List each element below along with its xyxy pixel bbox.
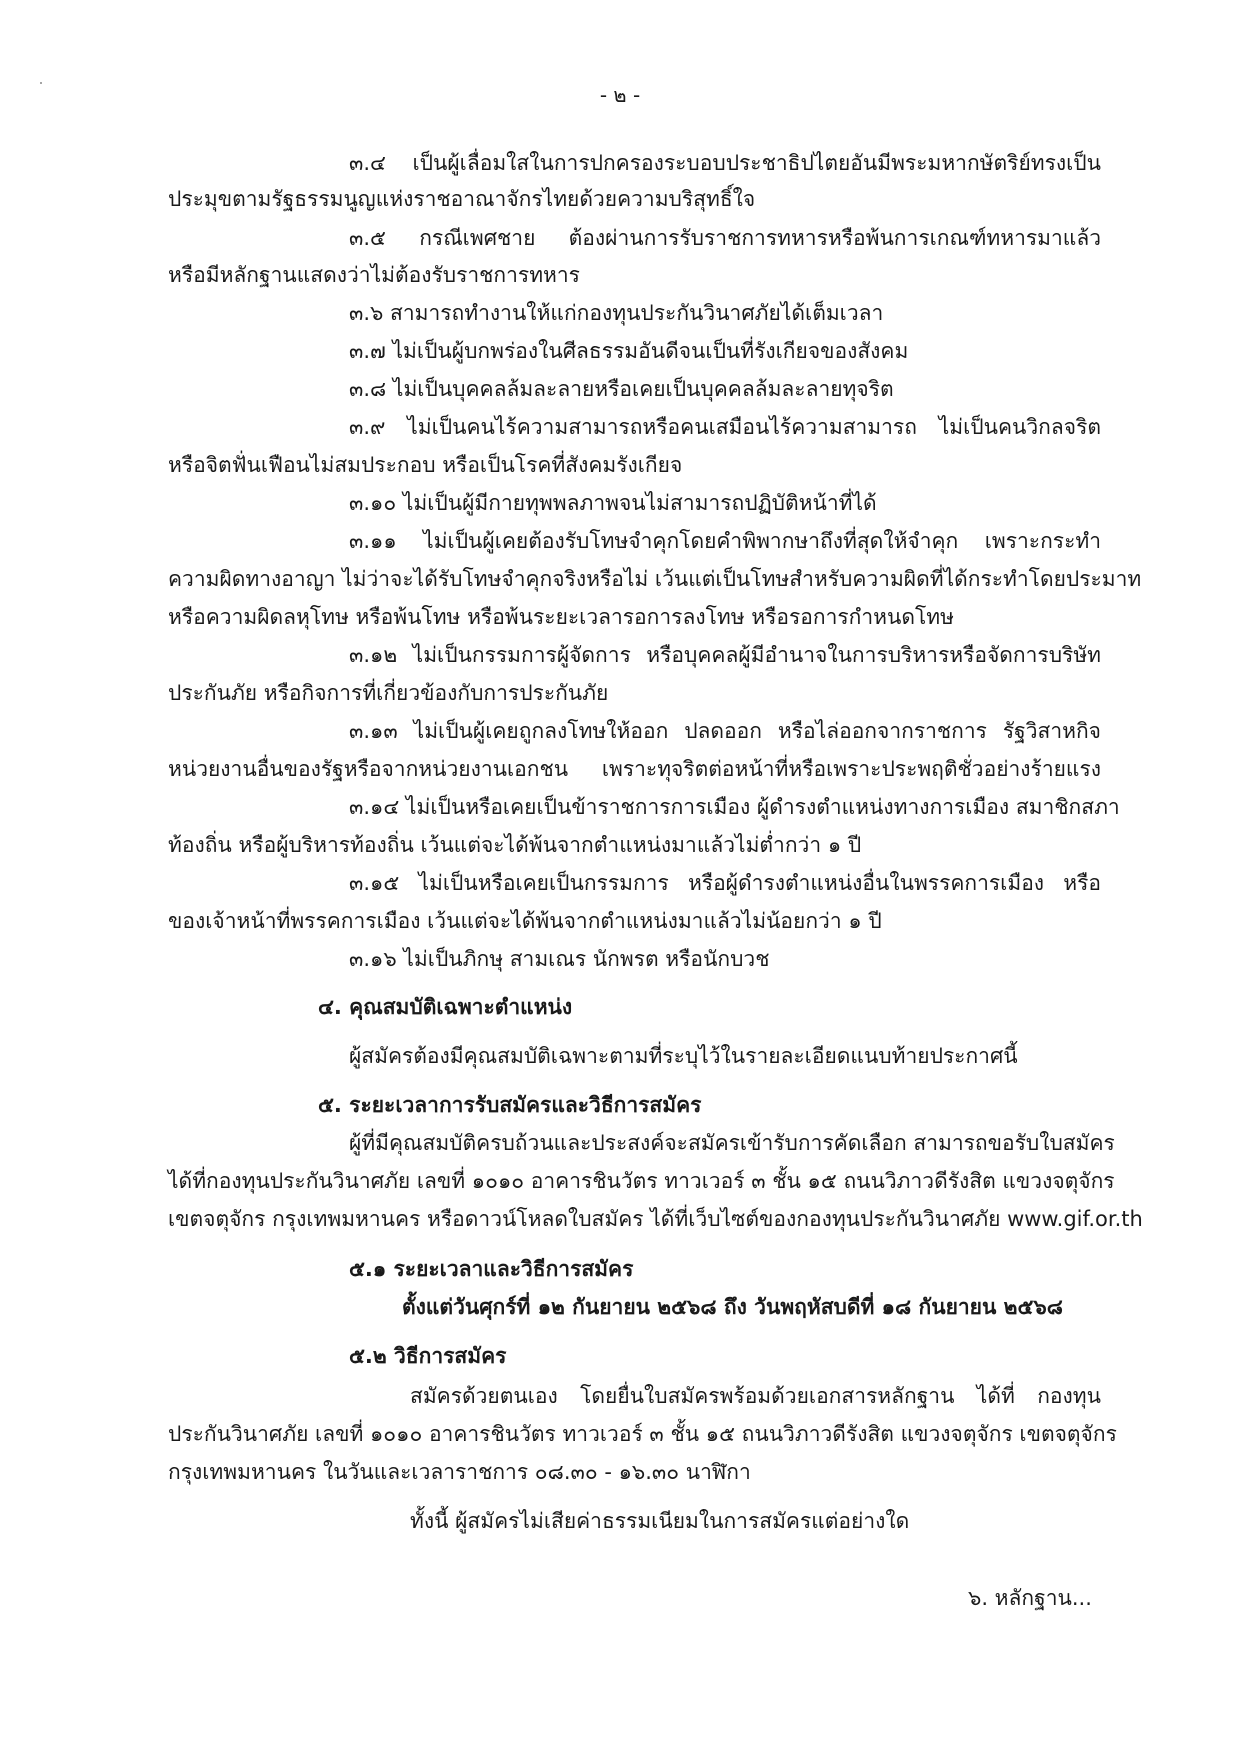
section-5-2-line-3: กรุงเทพมหานคร ในวันและเวลาราชการ ๐๘.๓๐ - ๑๖.๓๐ นาฬิกา [168, 1460, 751, 1484]
item-3-13-line-2: หน่วยงานอื่นของรัฐหรือจากหน่วยงานเอกชน เพราะทุจริตต่อหน้าที่หรือเพราะประพฤติชั่วอย่างร้ายแรง [168, 757, 1101, 781]
item-3-11-line-2: ความผิดทางอาญา ไม่ว่าจะได้รับโทษจำคุกจริงหรือไม่ เว้นแต่เป็นโทษสำหรับความผิดที่ได้กระทำโดยประมาท [168, 567, 1142, 591]
item-3-7: ๓.๗ ไม่เป็นผู้บกพร่องในศีลธรรมอันดีจนเป็นที่รังเกียจของสังคม [349, 339, 909, 363]
item-3-6: ๓.๖ สามารถทำงานให้แก่กองทุนประกันวินาศภัยได้เต็มเวลา [349, 301, 884, 325]
item-3-13-line-1: ๓.๑๓ ไม่เป็นผู้เคยถูกลงโทษให้ออก ปลดออก หรือไล่ออกจากราชการ รัฐวิสาหกิจ [349, 719, 1101, 743]
item-3-5-line-2: หรือมีหลักฐานแสดงว่าไม่ต้องรับราชการทหาร [168, 263, 580, 287]
item-3-8: ๓.๘ ไม่เป็นบุคคลล้มละลายหรือเคยเป็นบุคคลล้มละลายทุจริต [349, 377, 894, 401]
section-5-2-heading: ๕.๒ วิธีการสมัคร [349, 1344, 507, 1368]
section-5-line-2: ได้ที่กองทุนประกันวินาศภัย เลขที่ ๑๐๑๐ อาคารชินวัตร ทาวเวอร์ ๓ ชั้น ๑๕ ถนนวิภาวดีรังสิต แขวงจตุจักร [168, 1169, 1115, 1193]
item-3-9-line-2: หรือจิตฟั่นเฟือนไม่สมประกอบ หรือเป็นโรคที่สังคมรังเกียจ [168, 453, 683, 477]
item-3-14-line-1: ๓.๑๔ ไม่เป็นหรือเคยเป็นข้าราชการการเมือง ผู้ดำรงตำแหน่งทางการเมือง สมาชิกสภา [349, 795, 1120, 819]
item-3-9-line-1: ๓.๙ ไม่เป็นคนไร้ความสามารถหรือคนเสมือนไร้ความสามารถ ไม่เป็นคนวิกลจริต [349, 415, 1101, 439]
section-5-2-line-1: สมัครด้วยตนเอง โดยยื่นใบสมัครพร้อมด้วยเอกสารหลักฐาน ได้ที่ กองทุน [410, 1384, 1101, 1408]
item-3-11-line-3: หรือความผิดลหุโทษ หรือพ้นโทษ หรือพ้นระยะเวลารอการลงโทษ หรือรอการกำหนดโทษ [168, 605, 954, 629]
page-number: - ๒ - [599, 83, 641, 107]
continuation-marker: ๖. หลักฐาน... [968, 1586, 1092, 1610]
section-4-body: ผู้สมัครต้องมีคุณสมบัติเฉพาะตามที่ระบุไว้ในรายละเอียดแนบท้ายประกาศนี้ [349, 1044, 1018, 1068]
section-5-heading: ๕. ระยะเวลาการรับสมัครและวิธีการสมัคร [318, 1093, 702, 1117]
section-5-line-1: ผู้ที่มีคุณสมบัติครบถ้วนและประสงค์จะสมัครเข้ารับการคัดเลือก สามารถขอรับใบสมัคร [349, 1131, 1115, 1155]
item-3-16: ๓.๑๖ ไม่เป็นภิกษุ สามเณร นักพรต หรือนักบวช [349, 947, 770, 971]
item-3-4-line-1: ๓.๔ เป็นผู้เลื่อมใสในการปกครองระบอบประชาธิปไตยอันมีพระมหากษัตริย์ทรงเป็น [349, 151, 1101, 175]
item-3-12-line-2: ประกันภัย หรือกิจการที่เกี่ยวข้องกับการประกันภัย [168, 681, 609, 705]
section-5-line-3: เขตจตุจักร กรุงเทพมหานคร หรือดาวน์โหลดใบสมัคร ได้ที่เว็บไซต์ของกองทุนประกันวินาศภัย www.gif.or.th [168, 1207, 1143, 1231]
section-5-1-heading: ๕.๑ ระยะเวลาและวิธีการสมัคร [349, 1257, 634, 1281]
section-4-heading: ๔. คุณสมบัติเฉพาะตำแหน่ง [318, 995, 573, 1019]
section-5-2-line-2: ประกันวินาศภัย เลขที่ ๑๐๑๐ อาคารชินวัตร ทาวเวอร์ ๓ ชั้น ๑๕ ถนนวิภาวดีรังสิต แขวงจตุจักร เขตจตุจักร [168, 1422, 1117, 1446]
item-3-5-line-1: ๓.๕ กรณีเพศชาย ต้องผ่านการรับราชการทหารหรือพ้นการเกณฑ์ทหารมาแล้ว [349, 226, 1101, 250]
item-3-14-line-2: ท้องถิ่น หรือผู้บริหารท้องถิ่น เว้นแต่จะได้พ้นจากตำแหน่งมาแล้วไม่ต่ำกว่า ๑ ปี [168, 833, 862, 857]
fee-note: ทั้งนี้ ผู้สมัครไม่เสียค่าธรรมเนียมในการสมัครแต่อย่างใด [410, 1509, 910, 1533]
item-3-11-line-1: ๓.๑๑ ไม่เป็นผู้เคยต้องรับโทษจำคุกโดยคำพิพากษาถึงที่สุดให้จำคุก เพราะกระทำ [349, 529, 1101, 553]
item-3-4-line-2: ประมุขตามรัฐธรรมนูญแห่งราชอาณาจักรไทยด้วยความบริสุทธิ์ใจ [168, 187, 756, 211]
item-3-10: ๓.๑๐ ไม่เป็นผู้มีกายทุพพลภาพจนไม่สามารถปฏิบัติหน้าที่ได้ [349, 491, 877, 515]
item-3-15-line-1: ๓.๑๕ ไม่เป็นหรือเคยเป็นกรรมการ หรือผู้ดำรงตำแหน่งอื่นในพรรคการเมือง หรือ [349, 871, 1101, 895]
item-3-12-line-1: ๓.๑๒ ไม่เป็นกรรมการผู้จัดการ หรือบุคคลผู้มีอำนาจในการบริหารหรือจัดการบริษัท [349, 643, 1101, 667]
section-5-1-dates: ตั้งแต่วันศุกร์ที่ ๑๒ กันยายน ๒๕๖๘ ถึง วันพฤหัสบดีที่ ๑๘ กันยายน ๒๕๖๘ [402, 1295, 1063, 1319]
item-3-15-line-2: ของเจ้าหน้าที่พรรคการเมือง เว้นแต่จะได้พ้นจากตำแหน่งมาแล้วไม่น้อยกว่า ๑ ปี [168, 909, 882, 933]
